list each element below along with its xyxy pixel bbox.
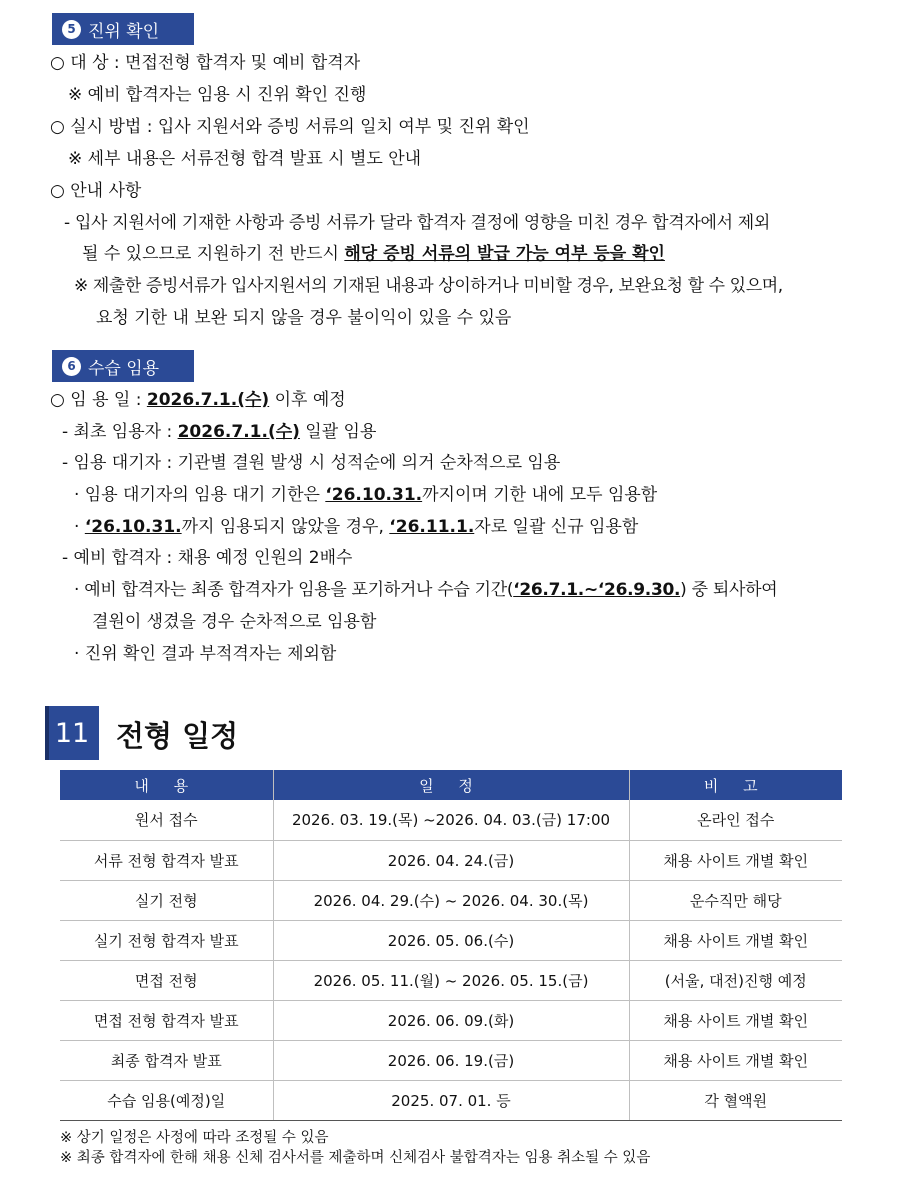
number-6-icon: 6 — [62, 357, 81, 376]
cell-remarks: 채용 사이트 개별 확인 — [629, 1040, 842, 1080]
cell-schedule: 2026. 06. 19.(금) — [273, 1040, 629, 1080]
table-row — [60, 1040, 842, 1080]
s5-guide-line-4: 요청 기한 내 보완 되지 않을 경우 불이익이 있을 수 있음 — [96, 308, 512, 328]
s5-guide-heading: ○ 안내 사항 — [50, 181, 142, 201]
s5-note-line: ※ 예비 합격자는 임용 시 진위 확인 진행 — [68, 85, 367, 105]
cell-content: 면접 전형 — [60, 960, 273, 1000]
s5-guide-line-2: 될 수 있으므로 지원하기 전 반드시 해당 증빙 서류의 발급 가능 여부 등을 확인 — [82, 244, 665, 264]
section-11-accent — [45, 706, 49, 760]
cell-schedule: 2026. 04. 24.(금) — [273, 840, 629, 880]
number-5-icon: 5 — [62, 20, 81, 39]
s5-emphasis: 해당 증빙 서류의 발급 가능 여부 등을 확인 — [344, 244, 665, 264]
footnote-2: ※ 최종 합격자에 한해 채용 신체 검사서를 제출하며 신체검사 불합격자는 임용 취소될 수 있음 — [60, 1150, 651, 1166]
table-row — [60, 880, 842, 920]
s6-reserve-detail-1: · 예비 합격자는 최종 합격자가 임용을 포기하거나 수습 기간(‘26.7.1.~‘26.9.30.) 중 퇴사하여 — [74, 580, 778, 600]
section-11-title: 전형 일정 — [116, 719, 239, 753]
table-row — [60, 960, 842, 1000]
cell-remarks: 온라인 접수 — [629, 800, 842, 840]
cell-schedule: 2026. 04. 29.(수) ~ 2026. 04. 30.(목) — [273, 880, 629, 920]
cell-schedule: 2026. 03. 19.(목) ~2026. 04. 03.(금) 17:00 — [273, 800, 629, 840]
cell-schedule: 2026. 05. 11.(월) ~ 2026. 05. 15.(금) — [273, 960, 629, 1000]
footnote-1: ※ 상기 일정은 사정에 따라 조정될 수 있음 — [60, 1130, 329, 1146]
cell-remarks: 채용 사이트 개별 확인 — [629, 1000, 842, 1040]
cell-content: 실기 전형 합격자 발표 — [60, 920, 273, 960]
section-6-title: 수습 임용 — [88, 358, 160, 379]
cell-content: 면접 전형 합격자 발표 — [60, 1000, 273, 1040]
s5-guide-line-1: - 입사 지원서에 기재한 사항과 증빙 서류가 달라 합격자 결정에 영향을 미친 경우 합격자에서 제외 — [64, 213, 771, 233]
cell-remarks: 채용 사이트 개별 확인 — [629, 920, 842, 960]
section-5-title: 진위 확인 — [88, 21, 160, 42]
header-content: 내 용 — [60, 770, 273, 800]
s6-waiting-deadline: · 임용 대기자의 임용 대기 기한은 ‘26.10.31.까지이며 기한 내에 모두 임용함 — [74, 485, 658, 505]
s6-exclusion-line: · 진위 확인 결과 부적격자는 제외함 — [74, 644, 337, 664]
header-remarks: 비 고 — [629, 770, 842, 800]
s6-batch-line: · ‘26.10.31.까지 임용되지 않았을 경우, ‘26.11.1.자로 일괄 신규 임용함 — [74, 517, 639, 537]
section-6-label — [52, 350, 194, 382]
s5-guide-line-3: ※ 제출한 증빙서류가 입사지원서의 기재된 내용과 상이하거나 미비할 경우, 보완요청 할 수 있으며, — [74, 276, 783, 296]
cell-content: 수습 임용(예정)일 — [60, 1080, 273, 1120]
cell-remarks: 각 혈액원 — [629, 1080, 842, 1120]
table-row — [60, 1080, 842, 1120]
s6-waiting-line: - 임용 대기자 : 기관별 결원 발생 시 성적순에 의거 순차적으로 임용 — [62, 453, 561, 473]
cell-content: 최종 합격자 발표 — [60, 1040, 273, 1080]
cell-content: 서류 전형 합격자 발표 — [60, 840, 273, 880]
table-row — [60, 1000, 842, 1040]
cell-remarks: 채용 사이트 개별 확인 — [629, 840, 842, 880]
schedule-table — [60, 770, 842, 1121]
s5-method-line: ○ 실시 방법 : 입사 지원서와 증빙 서류의 일치 여부 및 진위 확인 — [50, 117, 530, 137]
s6-first-line: - 최초 임용자 : 2026.7.1.(수) 일괄 임용 — [62, 422, 377, 442]
table-row — [60, 920, 842, 960]
header-schedule: 일 정 — [273, 770, 629, 800]
section-11-number: 11 — [45, 706, 99, 760]
cell-remarks: 운수직만 해당 — [629, 880, 842, 920]
s6-reserve-detail-2: 결원이 생겼을 경우 순차적으로 임용함 — [92, 612, 377, 632]
cell-schedule: 2026. 06. 09.(화) — [273, 1000, 629, 1040]
cell-remarks: (서울, 대전)진행 예정 — [629, 960, 842, 1000]
s5-method-note-line: ※ 세부 내용은 서류전형 합격 발표 시 별도 안내 — [68, 149, 422, 169]
s6-date-line: ○ 임 용 일 : 2026.7.1.(수) 이후 예정 — [50, 390, 346, 410]
section-5-label — [52, 13, 194, 45]
cell-content: 실기 전형 — [60, 880, 273, 920]
s6-reserve-line: - 예비 합격자 : 채용 예정 인원의 2배수 — [62, 548, 353, 568]
cell-schedule: 2026. 05. 06.(수) — [273, 920, 629, 960]
cell-content: 원서 접수 — [60, 800, 273, 840]
table-header-row — [60, 770, 842, 800]
s5-target-line: ○ 대 상 : 면접전형 합격자 및 예비 합격자 — [50, 53, 361, 73]
table-row — [60, 800, 842, 840]
cell-schedule: 2025. 07. 01. 등 — [273, 1080, 629, 1120]
table-row — [60, 840, 842, 880]
